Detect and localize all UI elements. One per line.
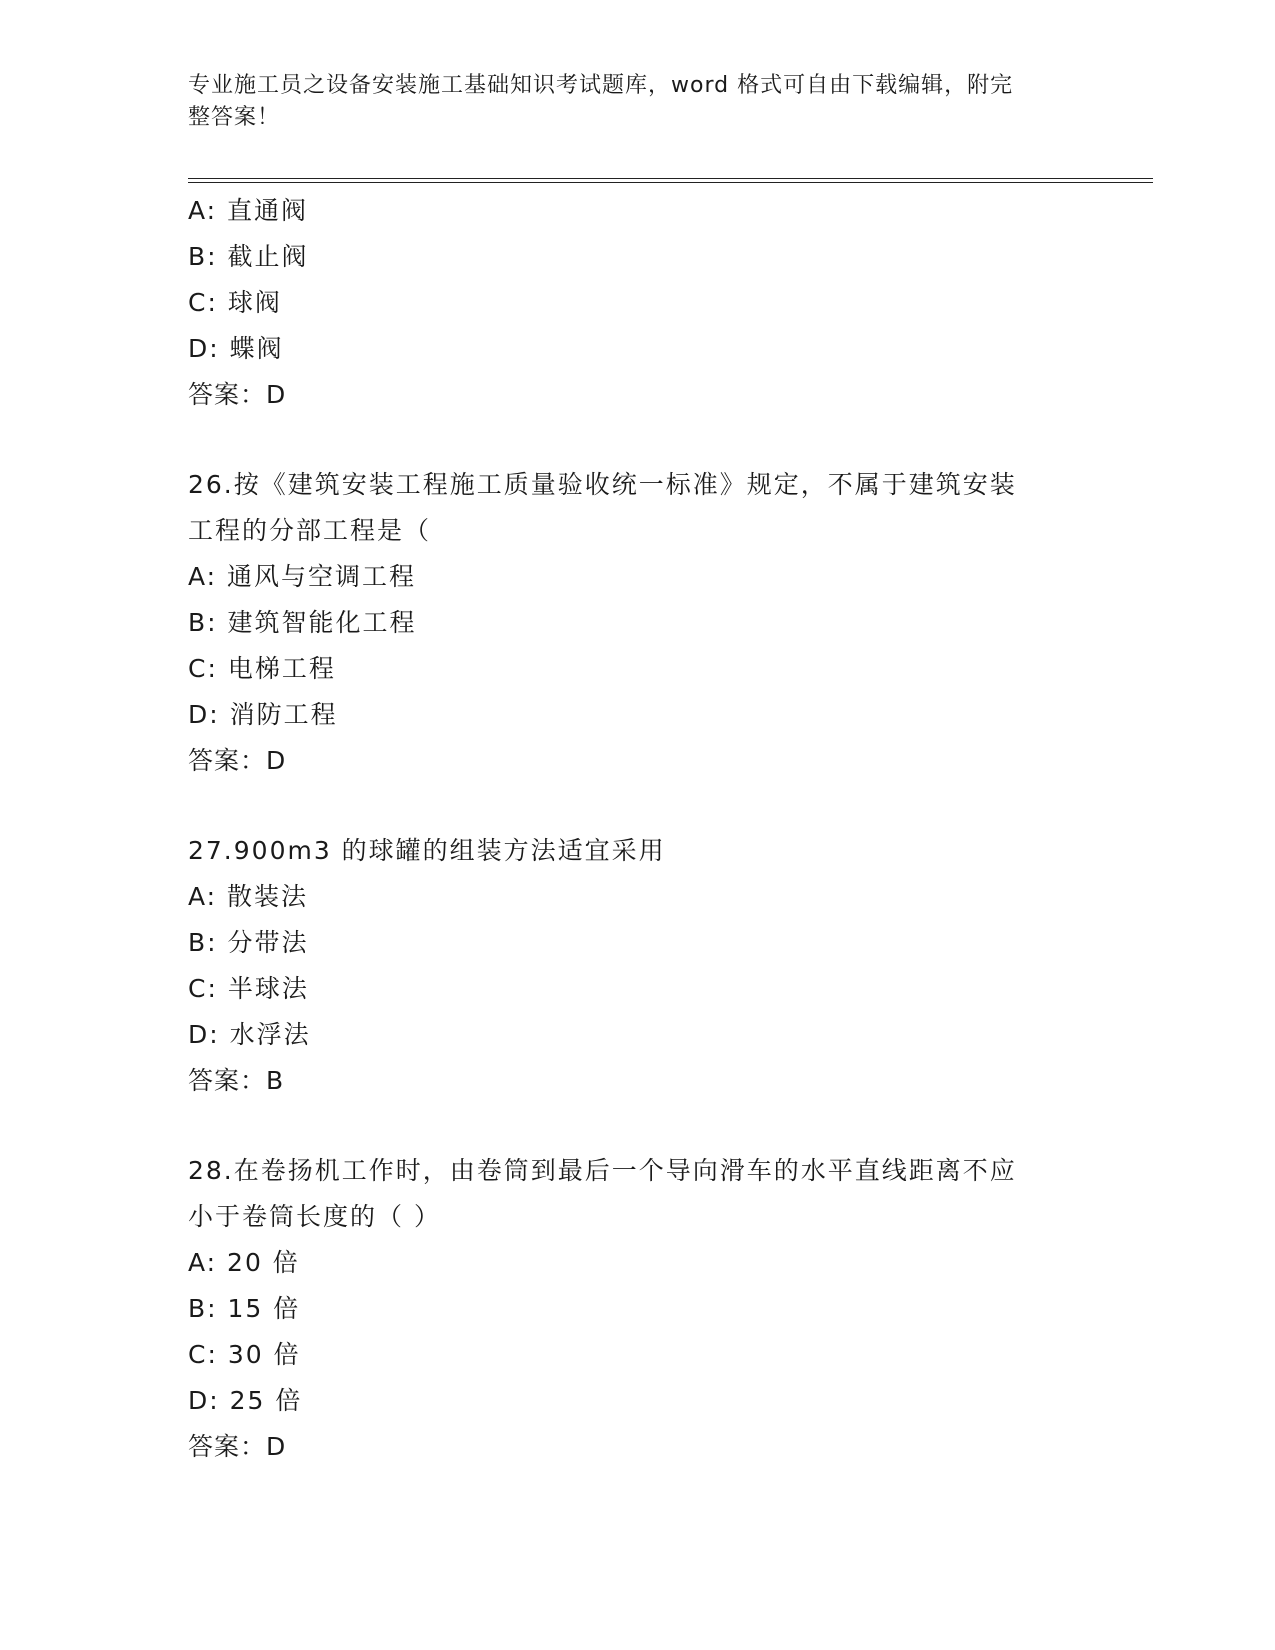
question-text-line-1: 26.按《建筑安装工程施工质量验收统一标准》规定，不属于建筑安装: [188, 470, 1017, 499]
option-a: A: 散装法: [188, 882, 309, 911]
question-26: [188, 462, 1088, 784]
question-28: [188, 1148, 1088, 1470]
option-c: C: 球阀: [188, 288, 282, 317]
option-a: A: 通风与空调工程: [188, 562, 417, 591]
option-c: C: 半球法: [188, 974, 309, 1003]
header-line-2: 整答案！: [188, 105, 281, 130]
header-divider-top: [188, 178, 1153, 179]
option-a: A: 直通阀: [188, 196, 309, 225]
header-line-1: 专业施工员之设备安装施工基础知识考试题库，word 格式可自由下载编辑，附完: [188, 73, 1014, 98]
option-b: B: 分带法: [188, 928, 309, 957]
question-text-line-1: 27.900m3 的球罐的组装方法适宜采用: [188, 836, 666, 865]
option-b: B: 截止阀: [188, 242, 309, 271]
answer-line: 答案：B: [188, 1066, 285, 1095]
spacer: [188, 784, 1088, 828]
question-text-line-2: 小于卷筒长度的（ ）: [188, 1202, 441, 1231]
option-d: D: 蝶阀: [188, 334, 284, 363]
document-header: [188, 70, 1078, 134]
question-text-line-1: 28.在卷扬机工作时，由卷筒到最后一个导向滑车的水平直线距离不应: [188, 1156, 1017, 1185]
option-d: D: 水浮法: [188, 1020, 311, 1049]
question-27: [188, 828, 1088, 1104]
answer-line: 答案：D: [188, 380, 287, 409]
question-25: [188, 188, 1088, 418]
answer-line: 答案：D: [188, 746, 287, 775]
spacer: [188, 418, 1088, 462]
question-list: [188, 188, 1088, 1470]
option-d: D: 25 倍: [188, 1386, 303, 1415]
question-text-line-2: 工程的分部工程是（: [188, 516, 432, 545]
option-b: B: 15 倍: [188, 1294, 301, 1323]
option-c: C: 30 倍: [188, 1340, 301, 1369]
answer-line: 答案：D: [188, 1432, 287, 1461]
header-divider-bottom: [188, 182, 1153, 183]
spacer: [188, 1104, 1088, 1148]
option-b: B: 建筑智能化工程: [188, 608, 417, 637]
option-a: A: 20 倍: [188, 1248, 300, 1277]
option-d: D: 消防工程: [188, 700, 338, 729]
option-c: C: 电梯工程: [188, 654, 336, 683]
